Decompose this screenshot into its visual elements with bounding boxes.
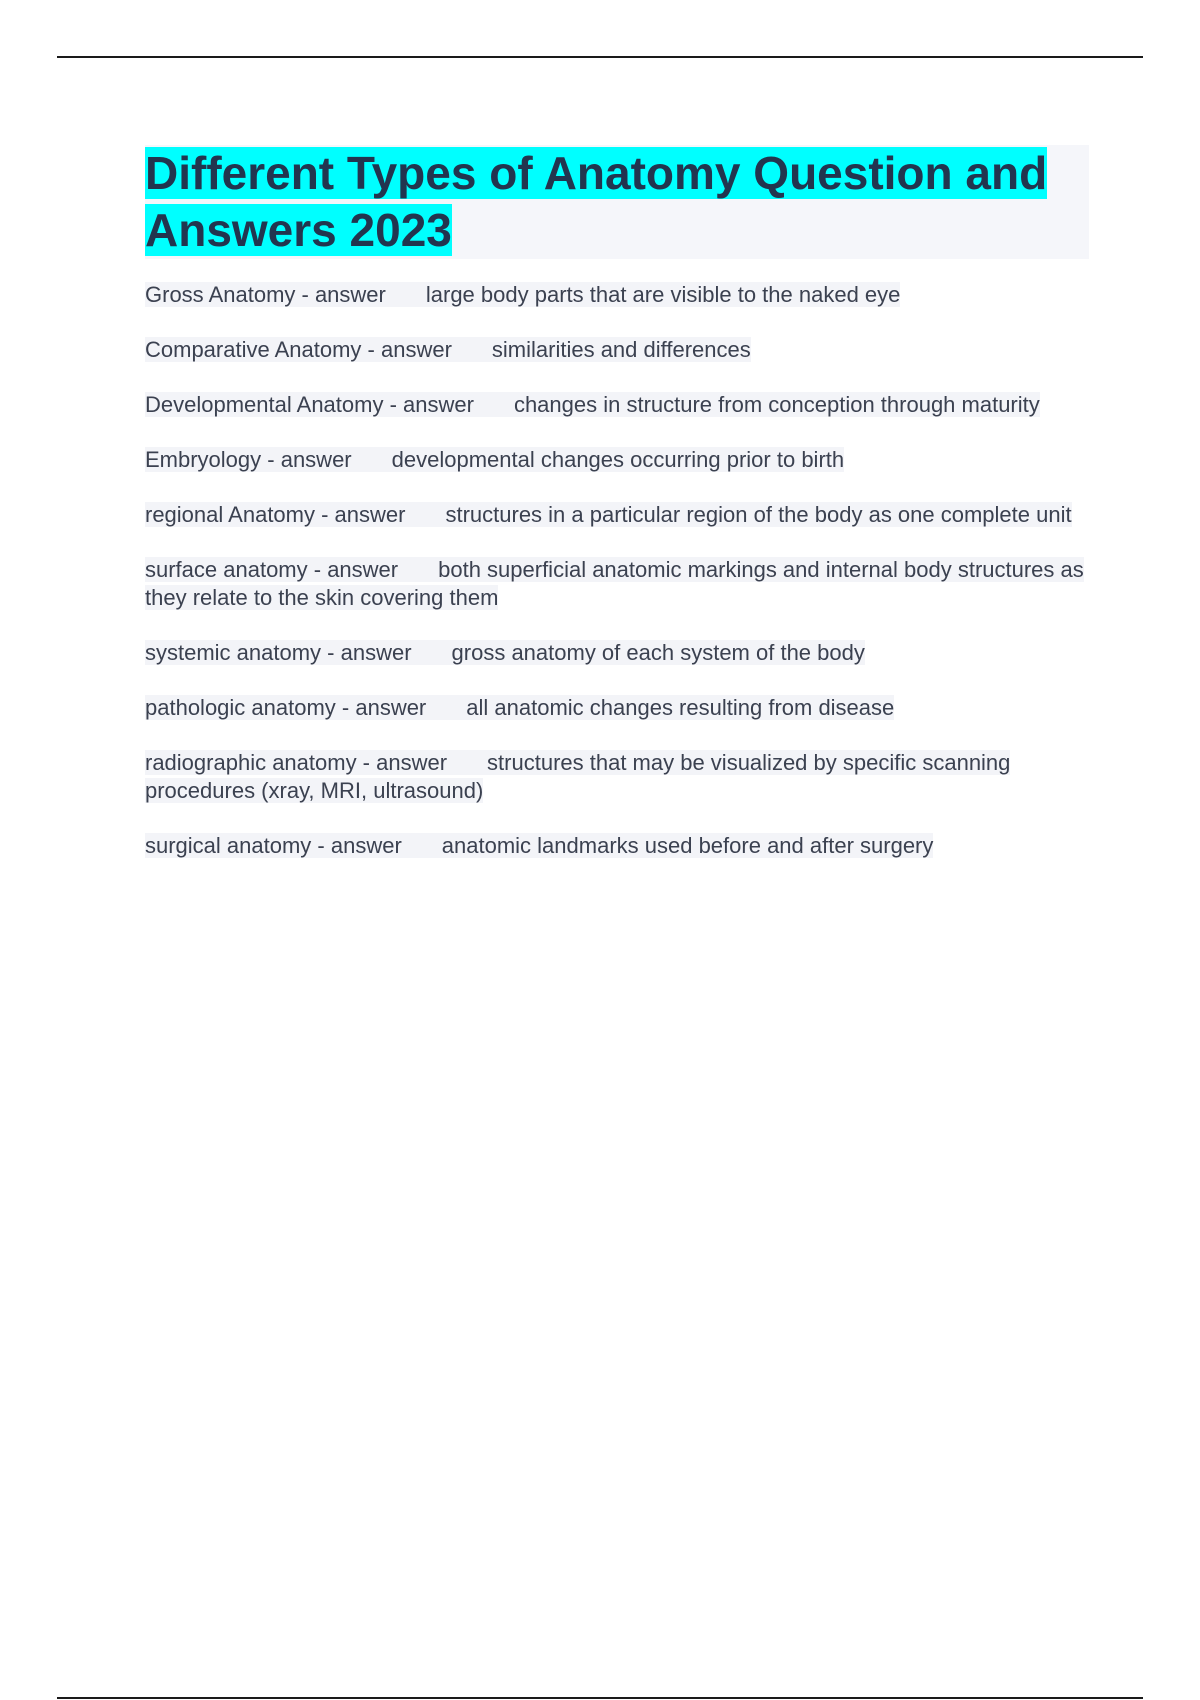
qa-item: [145, 694, 1089, 722]
qa-term: surface anatomy - answer: [145, 557, 399, 582]
qa-term: surgical anatomy - answer: [145, 833, 402, 858]
qa-term: pathologic anatomy - answer: [145, 695, 427, 720]
qa-definition: similarities and differences: [491, 337, 751, 362]
qa-definition: gross anatomy of each system of the body: [451, 640, 865, 665]
qa-list: [145, 281, 1089, 860]
qa-item: [145, 391, 1089, 419]
qa-definition: structures that may be visualized by specific scanning procedures (xray, MRI, ultrasound): [145, 750, 1011, 803]
qa-definition: developmental changes occurring prior to birth: [391, 447, 845, 472]
qa-item: [145, 281, 1089, 309]
qa-definition: anatomic landmarks used before and after surgery: [441, 833, 934, 858]
qa-definition: large body parts that are visible to the naked eye: [425, 282, 901, 307]
qa-definition: both superficial anatomic markings and internal body structures as they relate to the skin covering them: [145, 557, 1084, 610]
qa-item: [145, 832, 1089, 860]
qa-definition: changes in structure from conception through maturity: [513, 392, 1040, 417]
qa-term: Comparative Anatomy - answer: [145, 337, 452, 362]
qa-term: regional Anatomy - answer: [145, 502, 406, 527]
top-rule: [57, 56, 1143, 58]
qa-item: [145, 639, 1089, 667]
bottom-rule: [57, 1697, 1143, 1699]
qa-item: [145, 336, 1089, 364]
qa-item: [145, 749, 1089, 805]
qa-term: Developmental Anatomy - answer: [145, 392, 474, 417]
document-title: Different Types of Anatomy Question and Answers 2023: [145, 147, 1048, 256]
title-block: [145, 145, 1089, 259]
qa-term: Gross Anatomy - answer: [145, 282, 386, 307]
qa-definition: structures in a particular region of the body as one complete unit: [445, 502, 1072, 527]
qa-term: systemic anatomy - answer: [145, 640, 412, 665]
qa-item: [145, 446, 1089, 474]
qa-item: [145, 556, 1089, 612]
qa-item: [145, 501, 1089, 529]
qa-term: Embryology - answer: [145, 447, 352, 472]
qa-term: radiographic anatomy - answer: [145, 750, 448, 775]
qa-definition: all anatomic changes resulting from disease: [466, 695, 895, 720]
document-body: [145, 145, 1089, 887]
